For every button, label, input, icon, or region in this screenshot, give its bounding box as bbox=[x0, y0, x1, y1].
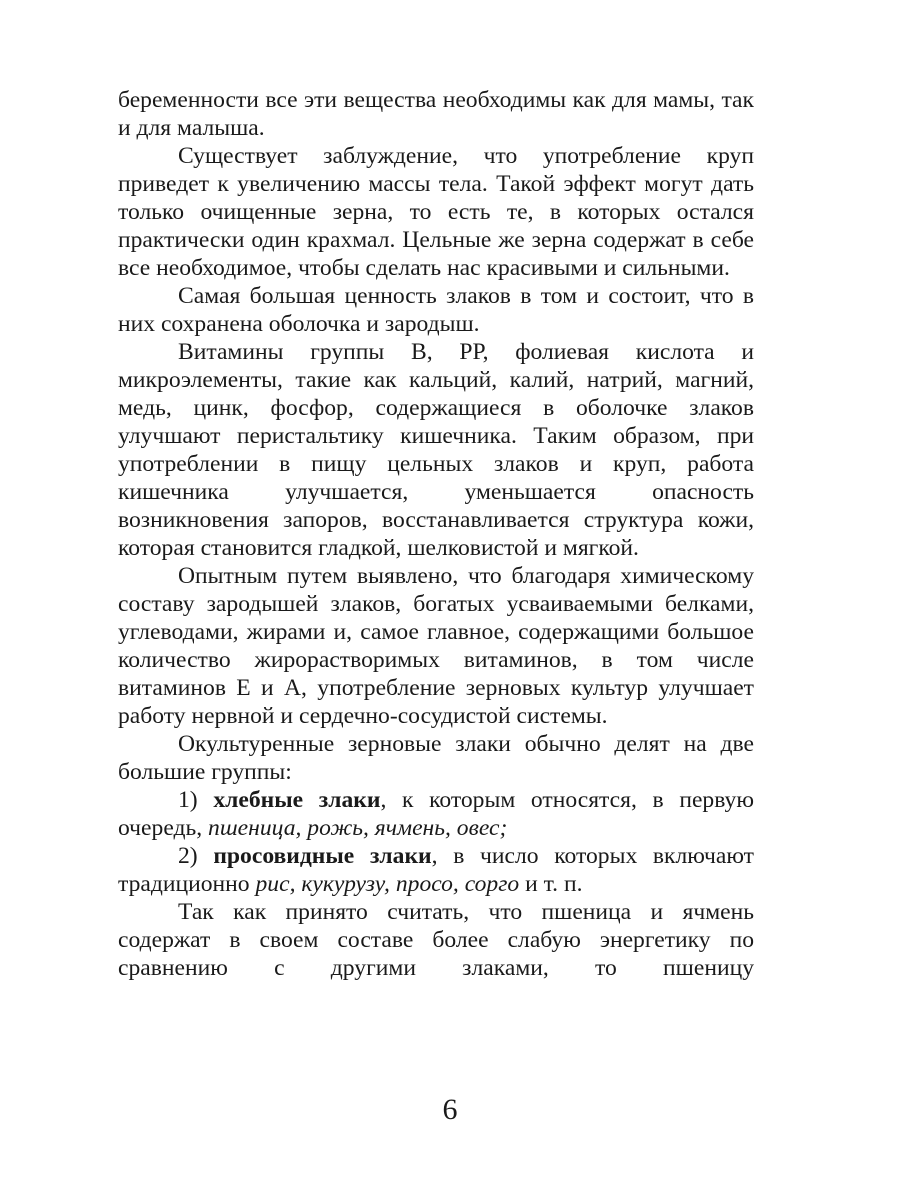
paragraph-experiment: Опытным путем выявлено, что благодаря химическому составу зародышей злаков, богатых усваиваемыми белками, углеводами, жирами и, самое главное, содержащими большое количество жирорастворимых витаминов, в том числе витаминов Е и А, употребление зерновых культур улучшает работу нервной и сердечно-сосудистой системы. bbox=[118, 563, 754, 729]
list-item-examples: рис, кукурузу, просо, сорго bbox=[255, 871, 520, 897]
paragraph-groups-intro: Окультуренные зерновые злаки обычно делят на две большие группы: bbox=[118, 731, 754, 785]
paragraph-continuation: беременности все эти вещества необходимы как для мамы, так и для малыша. bbox=[118, 87, 754, 141]
list-item-millet-cereals bbox=[118, 842, 754, 898]
paragraph-vitamins: Витамины группы В, РР, фолиевая кислота и микроэлементы, такие как кальций, калий, натрий, магний, медь, цинк, фосфор, содержащиеся в оболочке злаков улучшают перистальтику кишечника. Таким образом, при употреблении в пищу цельных злаков и круп, работа кишечника улучшается, уменьшается опасность возникновения запоров, восстанавливается структура кожи, которая становится гладкой, шелковистой и мягкой. bbox=[118, 339, 754, 561]
list-item-rest: , в число которых включают традиционно bbox=[118, 843, 754, 897]
list-item-number: 1) bbox=[178, 787, 198, 813]
list-item-term: хлебные злаки bbox=[213, 787, 381, 813]
list-item-bread-cereals bbox=[118, 786, 754, 842]
paragraph-energy: Так как принято считать, что пшеница и ячмень содержат в своем составе более слабую энергетику по сравнению с другими злаками, то пшеницу bbox=[118, 899, 754, 981]
paragraph-value: Самая большая ценность злаков в том и состоит, что в них сохранена оболочка и зародыш. bbox=[118, 283, 754, 337]
paragraph-misconception: Существует заблуждение, что употребление круп приведет к увеличению массы тела. Такой эффект могут дать только очищенные зерна, то есть те, в которых остался практически один крахмал. Цельные же зерна содержат в себе все необходимое, чтобы сделать нас красивыми и сильными. bbox=[118, 143, 754, 281]
list-item-number: 2) bbox=[178, 843, 198, 869]
list-item-rest: , к которым относятся, в первую очередь, bbox=[118, 787, 754, 841]
list-item-examples: пшеница, рожь, ячмень, овес; bbox=[208, 815, 508, 841]
list-item-term: просовидные злаки bbox=[213, 843, 432, 869]
page-body bbox=[118, 86, 754, 982]
page-number: 6 bbox=[442, 1093, 458, 1126]
list-item-tail: и т. п. bbox=[519, 871, 583, 897]
